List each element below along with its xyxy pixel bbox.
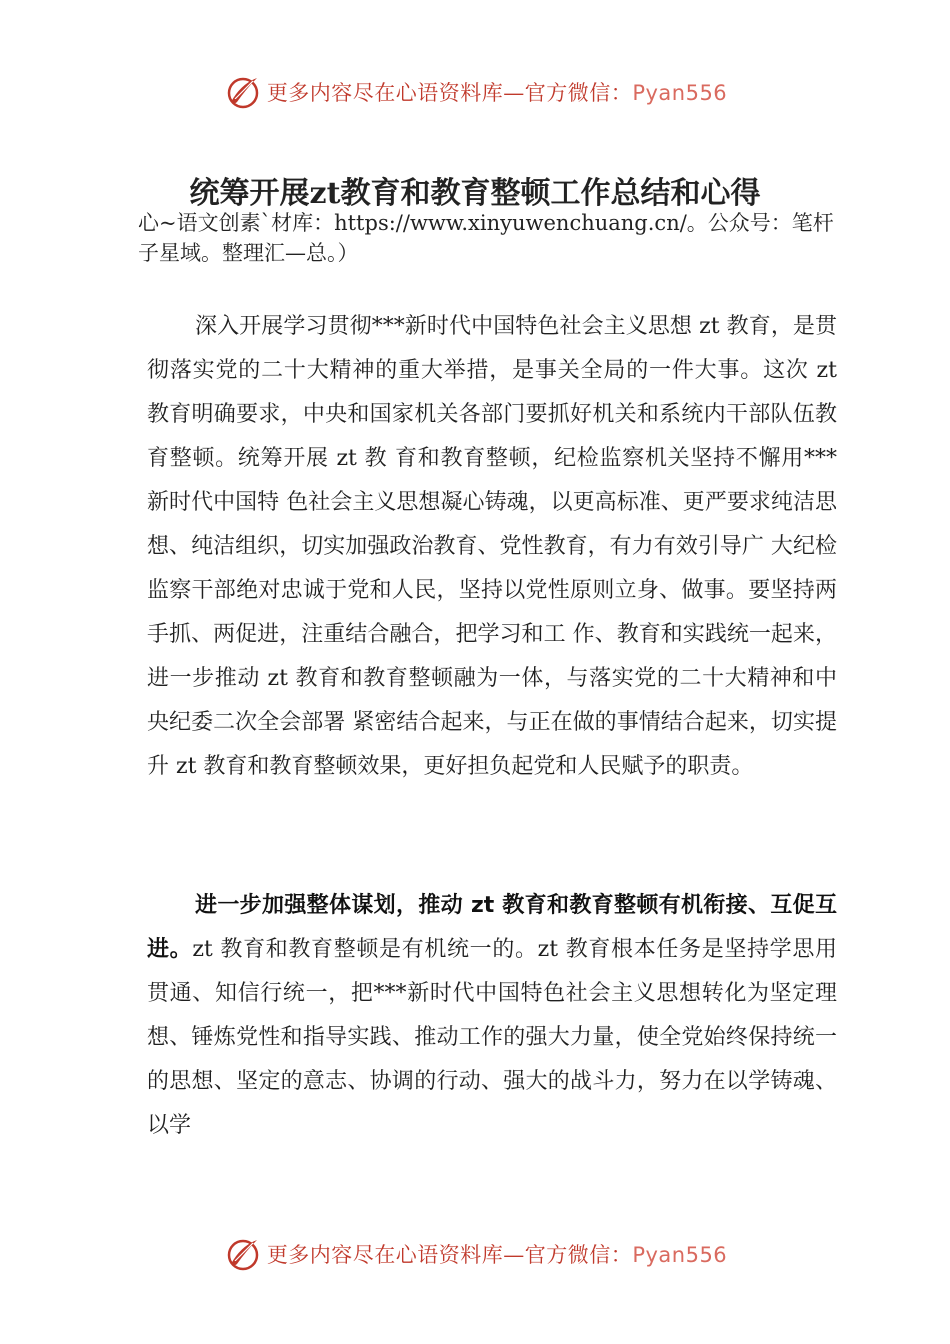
pen-circle-logo-icon <box>223 1234 263 1274</box>
pen-circle-logo-icon <box>223 72 263 112</box>
wechat-id: Pyan556 <box>632 1243 728 1267</box>
banner-text: 更多内容尽在心语资料库—官方微信：Pyan556 <box>266 81 728 105</box>
paragraph-1: 深入开展学习贯彻***新时代中国特色社会主义思想 zt 教育，是贯彻落实党的二十大精神的重大举措，是事关全局的一件大事。这次 zt 教育明确要求，中央和国家机关各部门要抓好机关和系统内干部队伍教育整顿。统筹开展 zt 教 育和教育整顿，纪检监察机关坚持不懈用***新时代中国特 色社会主义思想凝心铸魂，以更高标准、更严要求纯洁思想、纯洁组织，切实加强政治教育、党性教育，有力有效引导广 大纪检监察干部绝对忠诚于党和人民，坚持以党性原则立身、做事。要坚持两手抓、两促进，注重结合融合，把学习和工 作、教育和实践统一起来，进一步推动 zt 教育和教育整顿融为一体，与落实党的二十大精神和中央纪委二次全会部署 紧密结合起来，与正在做的事情结合起来，切实提升 zt 教育和教育整顿效果，更好担负起党和人民赋予的职责。 <box>147 314 837 779</box>
source-note: 心~语文创素`材库：https://www.xinyuwenchuang.cn/。公众号：笔杆子星域。整理汇—总。） <box>138 211 834 265</box>
banner-text: 更多内容尽在心语资料库—官方微信：Pyan556 <box>266 1243 728 1267</box>
document-title: 统筹开展zt教育和教育整顿工作总结和心得 <box>189 176 761 211</box>
wechat-id: Pyan556 <box>632 81 728 105</box>
paragraph-2-lead: 进一步加强整体谋划，推动 zt 教育和教育整顿有机衔接、互促互进。 <box>147 893 837 962</box>
footer-banner <box>0 1232 950 1276</box>
paragraph-2 <box>147 884 837 1148</box>
header-banner <box>0 70 950 114</box>
paragraph-2-text: zt 教育和教育整顿是有机统一的。zt 教育根本任务是坚持学思用贯通、知信行统一，把***新时代中国特色社会主义思想转化为坚定理想、锤炼党性和指导实践、推动工作的强大力量，使全党始终保持统一的思想、坚定的意志、协调的行动、强大的战斗力，努力在以学铸魂、以学 <box>147 937 837 1138</box>
